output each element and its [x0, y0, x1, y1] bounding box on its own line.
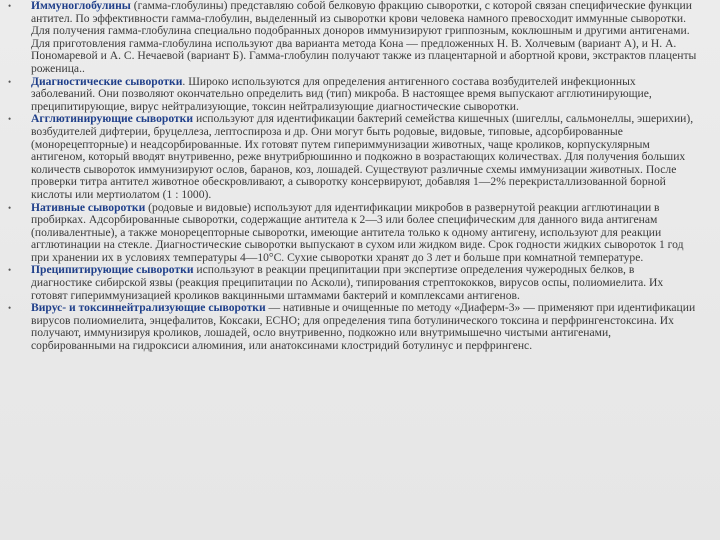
term-native-sera: Нативные сыворотки	[31, 200, 146, 214]
term-immunoglobulins: Иммуноглобулины	[31, 0, 131, 12]
term-diagnostic-sera: Диагностические сыворотки	[31, 74, 183, 88]
bullet-icon: •	[8, 202, 12, 213]
list-item-neutralizing-sera	[6, 302, 698, 352]
list-item-native-sera	[6, 202, 698, 265]
term-precipitating-sera: Преципитирующие сыворотки	[31, 263, 194, 277]
term-agglutinating-sera: Агглютинирующие сыворотки	[31, 112, 194, 126]
bullet-icon: •	[8, 303, 12, 314]
bullet-icon: •	[8, 265, 12, 276]
term-neutralizing-sera: Вирус- и токсиннейтрализующие сыворотки	[31, 301, 266, 315]
list-item-immunoglobulins	[6, 0, 698, 76]
item-text: — нативные и очищенные по методу «Диаферм-3» — применяют при идентификации вирусов полиомиелита, энцефалитов, Коксаки, ECHO; для определения типа ботулинического токсина и перфрингенстоксина. Их получают, иммунизируя кроликов, лошадей, осло внутривенно, подкожно или внутримышечно чистыми антигенами, сорбированными на гидроксиси алюминия, или анатоксинами клостридий ботулинус и перфрингенс.	[31, 301, 696, 353]
bullet-list	[6, 0, 698, 353]
item-text: (гамма-глобулины) представляю собой белковую фракцию сыворотки, с которой связан специфические функции антител. По эффективности гамма-глобулин, выделенный из сыворотки крови человека намного превосходит иммунные сыворотки. Для получения гамма-глобулина специально подобранных доноров иммунизируют гриппозным, коклюшным и другими антигенами. Для приготовления гамма-глобулина используют два варианта метода Кона — предложенных Н. В. Холчевым (вариант А), и Н. А. Пономаревой и А. С. Нечаевой (вариант Б). Гамма-глобулин получают также из плацентарной и абортной крови, экстрактов плаценты роженица..	[31, 0, 697, 75]
item-text: используют для идентификации бактерий семейства кишечных (шигеллы, сальмонеллы, эшерихии), возбудителей дифтерии, бруцеллеза, лептоспироза и др. Они могут быть родовые, видовые, типовые, адсорбированные (монорецепторные) и неадсорбированные. Их готовят путем гипериммунизации животных, чаще кроликов, корпускулярным антигеном, который вводят внутривенно, реже внутрибрюшинно и подкожно в возрастающих количествах. Для получения больших количеств сывороток иммунизируют ослов, баранов, коз, лошадей. Существуют различные схемы иммунизации животных. После проверки титра антител животное обескровливают, а сыворотку консервируют, добавляя 1—2% перекристаллизованной борной кислоты или мертиолатом (1 : 1000).	[31, 112, 694, 201]
item-text: . Широко используются для определения антигенного состава возбудителей инфекционных заболеваний. Они позволяют окончательно определить вид (тип) микроба. В настоящее время выпускают агглютинирующие, преципитирующие, вирус нейтрализующие, токсин нейтрализующие диагностические сыворотки.	[31, 74, 652, 113]
list-item-precipitating-sera	[6, 264, 698, 302]
bullet-icon: •	[8, 114, 12, 125]
list-item-diagnostic-sera	[6, 76, 698, 114]
list-item-agglutinating-sera	[6, 113, 698, 201]
bullet-icon: •	[8, 1, 12, 11]
item-text: (родовые и видовые) используют для идентификации микробов в развернутой реакции агглютинации в пробирках. Адсорбированные сыворотки, содержащие антитела к 2—3 или более специфическим для данного вида антигенам (поливалентные), а также монорецепторные сыворотки, имеющие антитела только к одному антигену, используют для реакции агглютинации на стекле. Диагностические сыворотки выпускают в сухом или жидком виде. Срок годности жидких сывороток 1 год при хранении их в условиях температуры 4—10°С. Сухие сыворотки хранят до 3 лет и больше при комнатной температуре.	[31, 200, 684, 264]
bullet-icon: •	[8, 76, 12, 87]
item-text: используют в реакции преципитации при экспертизе определения чужеродных белков, в диагностике сибирской язвы (реакция преципитации по Асколи), типирования стрептококков, вирусов оспы, полиомиелита. Их готовят гипериммунизацией кроликов вакцинными штаммами бактерий и комплексами антигенов.	[31, 263, 664, 302]
